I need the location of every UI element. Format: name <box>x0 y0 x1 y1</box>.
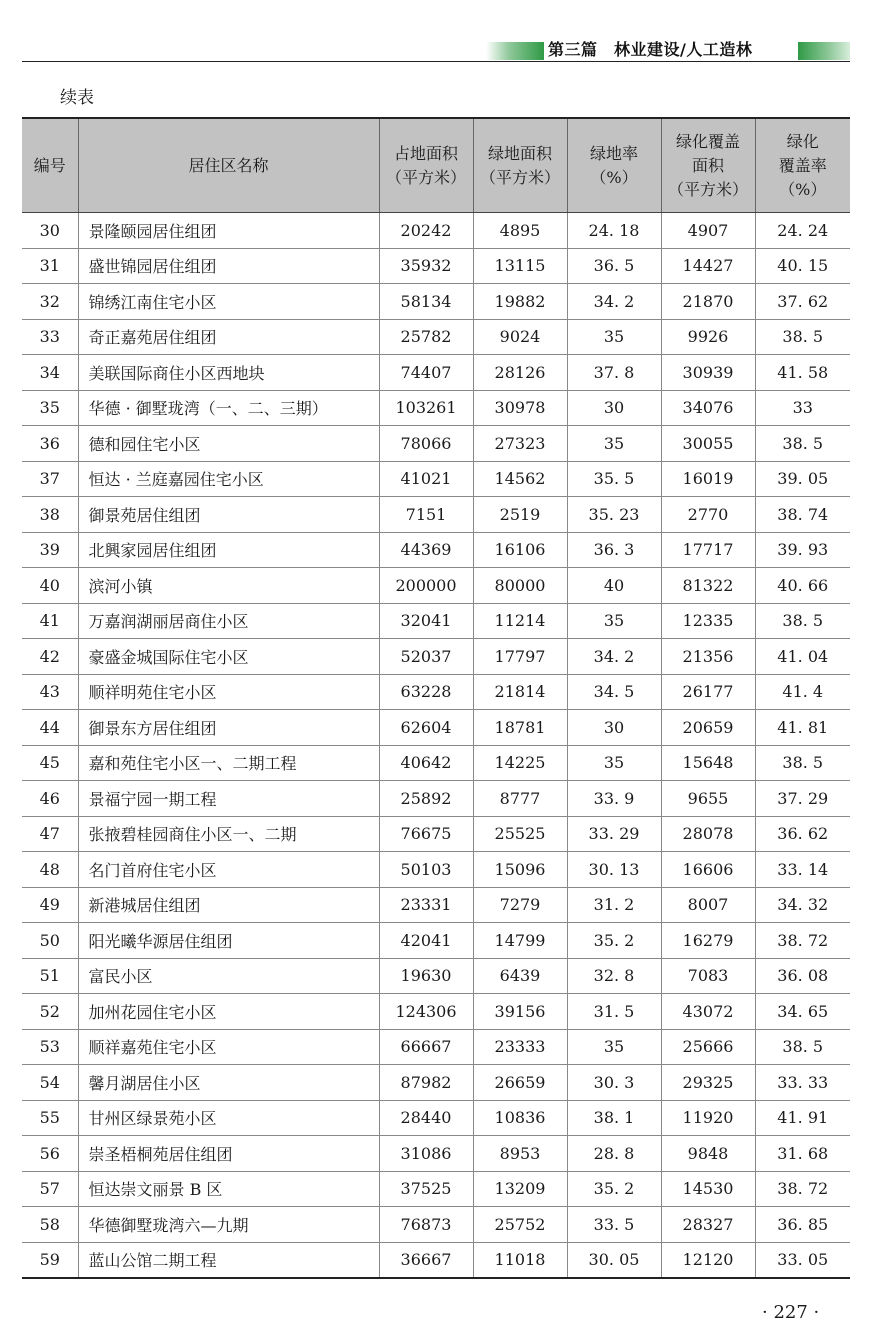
cell-id: 36 <box>22 426 78 462</box>
cell-name: 万嘉润湖丽居商住小区 <box>78 603 379 639</box>
cell-cover-rate: 34. 32 <box>755 887 850 923</box>
cell-cover-rate: 33 <box>755 390 850 426</box>
table-row <box>22 603 850 639</box>
cell-name: 馨月湖居住小区 <box>78 1065 379 1101</box>
cell-id: 57 <box>22 1171 78 1207</box>
cell-land-area: 78066 <box>379 426 473 462</box>
cell-green-rate: 30. 13 <box>567 852 661 888</box>
col-header-cover-area: 绿化覆盖 面积 （平方米） <box>661 118 755 213</box>
col-header-id: 编号 <box>22 118 78 213</box>
cell-green-area: 80000 <box>473 568 567 604</box>
cell-green-rate: 36. 3 <box>567 532 661 568</box>
cell-cover-rate: 41. 04 <box>755 639 850 675</box>
cell-id: 32 <box>22 284 78 320</box>
table-row <box>22 213 850 249</box>
cell-id: 48 <box>22 852 78 888</box>
cell-green-rate: 35. 2 <box>567 1171 661 1207</box>
cell-cover-rate: 38. 72 <box>755 1171 850 1207</box>
cell-cover-rate: 36. 62 <box>755 816 850 852</box>
cell-green-rate: 33. 29 <box>567 816 661 852</box>
cell-land-area: 31086 <box>379 1136 473 1172</box>
cell-cover-area: 30055 <box>661 426 755 462</box>
cell-name: 加州花园住宅小区 <box>78 994 379 1030</box>
cell-cover-rate: 38. 5 <box>755 426 850 462</box>
cell-cover-area: 8007 <box>661 887 755 923</box>
cell-id: 42 <box>22 639 78 675</box>
cell-green-rate: 34. 2 <box>567 639 661 675</box>
cell-land-area: 58134 <box>379 284 473 320</box>
cell-id: 41 <box>22 603 78 639</box>
cell-name: 恒达 · 兰庭嘉园住宅小区 <box>78 461 379 497</box>
cell-green-area: 7279 <box>473 887 567 923</box>
cell-id: 39 <box>22 532 78 568</box>
cell-id: 54 <box>22 1065 78 1101</box>
cell-id: 46 <box>22 781 78 817</box>
cell-id: 59 <box>22 1242 78 1278</box>
col-header-cover-rate: 绿化 覆盖率 （%） <box>755 118 850 213</box>
cell-green-rate: 33. 5 <box>567 1207 661 1243</box>
cell-land-area: 35932 <box>379 248 473 284</box>
table-row <box>22 1207 850 1243</box>
cell-green-area: 8953 <box>473 1136 567 1172</box>
table-row <box>22 319 850 355</box>
cell-id: 35 <box>22 390 78 426</box>
table-row <box>22 355 850 391</box>
cell-cover-area: 20659 <box>661 710 755 746</box>
cell-green-area: 30978 <box>473 390 567 426</box>
cell-cover-area: 25666 <box>661 1029 755 1065</box>
table-row <box>22 1100 850 1136</box>
table-row <box>22 816 850 852</box>
cell-id: 58 <box>22 1207 78 1243</box>
cell-green-rate: 28. 8 <box>567 1136 661 1172</box>
cell-land-area: 7151 <box>379 497 473 533</box>
cell-green-area: 26659 <box>473 1065 567 1101</box>
cell-green-area: 11018 <box>473 1242 567 1278</box>
cell-green-area: 27323 <box>473 426 567 462</box>
cell-green-area: 39156 <box>473 994 567 1030</box>
cell-green-area: 14799 <box>473 923 567 959</box>
cell-name: 富民小区 <box>78 958 379 994</box>
cell-name: 御景东方居住组团 <box>78 710 379 746</box>
cell-land-area: 25892 <box>379 781 473 817</box>
cell-green-area: 15096 <box>473 852 567 888</box>
cell-name: 御景苑居住组团 <box>78 497 379 533</box>
cell-land-area: 76675 <box>379 816 473 852</box>
cell-land-area: 76873 <box>379 1207 473 1243</box>
table-row <box>22 994 850 1030</box>
cell-cover-rate: 38. 5 <box>755 603 850 639</box>
cell-cover-area: 9848 <box>661 1136 755 1172</box>
cell-green-area: 18781 <box>473 710 567 746</box>
cell-green-area: 16106 <box>473 532 567 568</box>
cell-cover-area: 9655 <box>661 781 755 817</box>
table-row <box>22 923 850 959</box>
cell-green-area: 17797 <box>473 639 567 675</box>
cell-green-rate: 31. 5 <box>567 994 661 1030</box>
cell-cover-area: 81322 <box>661 568 755 604</box>
header-title: 第三篇 林业建设/人工造林 <box>548 40 753 59</box>
cell-name: 嘉和苑住宅小区一、二期工程 <box>78 745 379 781</box>
cell-green-area: 2519 <box>473 497 567 533</box>
cell-green-area: 11214 <box>473 603 567 639</box>
cell-cover-area: 4907 <box>661 213 755 249</box>
cell-land-area: 62604 <box>379 710 473 746</box>
header-green-bar-left <box>486 42 544 60</box>
cell-land-area: 25782 <box>379 319 473 355</box>
table-row <box>22 887 850 923</box>
cell-green-rate: 35 <box>567 1029 661 1065</box>
cell-land-area: 42041 <box>379 923 473 959</box>
cell-name: 盛世锦园居住组团 <box>78 248 379 284</box>
table-row <box>22 781 850 817</box>
table-row <box>22 497 850 533</box>
table-row <box>22 1242 850 1278</box>
cell-cover-rate: 38. 5 <box>755 745 850 781</box>
cell-name: 张掖碧桂园商住小区一、二期 <box>78 816 379 852</box>
cell-land-area: 103261 <box>379 390 473 426</box>
cell-land-area: 74407 <box>379 355 473 391</box>
cell-green-rate: 34. 2 <box>567 284 661 320</box>
cell-cover-rate: 38. 72 <box>755 923 850 959</box>
cell-cover-rate: 24. 24 <box>755 213 850 249</box>
cell-cover-area: 2770 <box>661 497 755 533</box>
cell-name: 美联国际商住小区西地块 <box>78 355 379 391</box>
cell-id: 44 <box>22 710 78 746</box>
cell-green-rate: 34. 5 <box>567 674 661 710</box>
cell-name: 恒达崇文丽景 B 区 <box>78 1171 379 1207</box>
cell-land-area: 124306 <box>379 994 473 1030</box>
table-row <box>22 461 850 497</box>
cell-cover-area: 15648 <box>661 745 755 781</box>
cell-land-area: 44369 <box>379 532 473 568</box>
cell-green-area: 13115 <box>473 248 567 284</box>
table-row <box>22 568 850 604</box>
cell-green-area: 21814 <box>473 674 567 710</box>
cell-green-rate: 30. 3 <box>567 1065 661 1101</box>
col-header-green-area: 绿地面积 （平方米） <box>473 118 567 213</box>
cell-land-area: 66667 <box>379 1029 473 1065</box>
table-row <box>22 248 850 284</box>
cell-green-area: 23333 <box>473 1029 567 1065</box>
cell-name: 顺祥嘉苑住宅小区 <box>78 1029 379 1065</box>
cell-cover-area: 26177 <box>661 674 755 710</box>
cell-green-area: 13209 <box>473 1171 567 1207</box>
cell-green-rate: 35 <box>567 603 661 639</box>
cell-land-area: 23331 <box>379 887 473 923</box>
page-number: · 227 · <box>762 1302 820 1323</box>
cell-cover-area: 21356 <box>661 639 755 675</box>
cell-green-area: 4895 <box>473 213 567 249</box>
cell-cover-area: 16606 <box>661 852 755 888</box>
cell-cover-area: 14530 <box>661 1171 755 1207</box>
cell-name: 阳光曦华源居住组团 <box>78 923 379 959</box>
cell-cover-area: 21870 <box>661 284 755 320</box>
residential-green-table <box>22 117 850 1279</box>
cell-land-area: 19630 <box>379 958 473 994</box>
header-rule <box>22 61 850 62</box>
cell-id: 53 <box>22 1029 78 1065</box>
cell-id: 56 <box>22 1136 78 1172</box>
cell-cover-rate: 33. 14 <box>755 852 850 888</box>
cell-name: 顺祥明苑住宅小区 <box>78 674 379 710</box>
cell-green-rate: 35. 2 <box>567 923 661 959</box>
cell-cover-area: 12120 <box>661 1242 755 1278</box>
cell-name: 华德御墅珑湾六—九期 <box>78 1207 379 1243</box>
cell-land-area: 40642 <box>379 745 473 781</box>
cell-id: 50 <box>22 923 78 959</box>
cell-green-area: 25525 <box>473 816 567 852</box>
cell-cover-rate: 31. 68 <box>755 1136 850 1172</box>
cell-green-area: 10836 <box>473 1100 567 1136</box>
cell-green-rate: 30 <box>567 390 661 426</box>
table-row <box>22 639 850 675</box>
cell-cover-rate: 40. 66 <box>755 568 850 604</box>
cell-id: 47 <box>22 816 78 852</box>
cell-cover-rate: 34. 65 <box>755 994 850 1030</box>
running-header <box>0 0 871 64</box>
cell-green-rate: 30 <box>567 710 661 746</box>
cell-green-rate: 35 <box>567 426 661 462</box>
table-row <box>22 958 850 994</box>
table-row <box>22 1136 850 1172</box>
cell-land-area: 87982 <box>379 1065 473 1101</box>
table-row <box>22 1171 850 1207</box>
cell-cover-area: 14427 <box>661 248 755 284</box>
cell-green-area: 8777 <box>473 781 567 817</box>
cell-land-area: 63228 <box>379 674 473 710</box>
cell-green-rate: 35. 5 <box>567 461 661 497</box>
table-row <box>22 745 850 781</box>
cell-cover-rate: 39. 93 <box>755 532 850 568</box>
cell-cover-rate: 38. 74 <box>755 497 850 533</box>
cell-cover-area: 30939 <box>661 355 755 391</box>
cell-green-rate: 36. 5 <box>567 248 661 284</box>
continuation-label: 续表 <box>60 88 94 108</box>
cell-cover-rate: 37. 62 <box>755 284 850 320</box>
table-row <box>22 532 850 568</box>
header-green-bar-right <box>798 42 850 60</box>
table-row <box>22 1029 850 1065</box>
cell-id: 40 <box>22 568 78 604</box>
cell-cover-rate: 33. 05 <box>755 1242 850 1278</box>
cell-green-area: 14562 <box>473 461 567 497</box>
cell-id: 37 <box>22 461 78 497</box>
cell-name: 奇正嘉苑居住组团 <box>78 319 379 355</box>
table-row <box>22 426 850 462</box>
cell-name: 蓝山公馆二期工程 <box>78 1242 379 1278</box>
table-row <box>22 674 850 710</box>
cell-cover-rate: 41. 58 <box>755 355 850 391</box>
cell-land-area: 52037 <box>379 639 473 675</box>
col-header-green-rate: 绿地率 （%） <box>567 118 661 213</box>
cell-name: 景隆颐园居住组团 <box>78 213 379 249</box>
cell-green-rate: 32. 8 <box>567 958 661 994</box>
cell-id: 43 <box>22 674 78 710</box>
cell-cover-rate: 33. 33 <box>755 1065 850 1101</box>
cell-cover-rate: 36. 08 <box>755 958 850 994</box>
cell-cover-area: 7083 <box>661 958 755 994</box>
cell-cover-area: 9926 <box>661 319 755 355</box>
cell-id: 34 <box>22 355 78 391</box>
cell-cover-area: 12335 <box>661 603 755 639</box>
cell-id: 30 <box>22 213 78 249</box>
cell-land-area: 36667 <box>379 1242 473 1278</box>
cell-green-rate: 35 <box>567 319 661 355</box>
cell-green-rate: 38. 1 <box>567 1100 661 1136</box>
cell-green-area: 9024 <box>473 319 567 355</box>
table-row <box>22 1065 850 1101</box>
cell-cover-rate: 36. 85 <box>755 1207 850 1243</box>
cell-cover-area: 16279 <box>661 923 755 959</box>
cell-cover-area: 34076 <box>661 390 755 426</box>
cell-green-rate: 30. 05 <box>567 1242 661 1278</box>
col-header-name: 居住区名称 <box>78 118 379 213</box>
cell-id: 45 <box>22 745 78 781</box>
cell-id: 52 <box>22 994 78 1030</box>
cell-cover-rate: 38. 5 <box>755 319 850 355</box>
cell-green-area: 28126 <box>473 355 567 391</box>
col-header-land-area: 占地面积 （平方米） <box>379 118 473 213</box>
cell-name: 崇圣梧桐苑居住组团 <box>78 1136 379 1172</box>
cell-name: 名门首府住宅小区 <box>78 852 379 888</box>
cell-cover-area: 11920 <box>661 1100 755 1136</box>
cell-green-area: 19882 <box>473 284 567 320</box>
table-header-row <box>22 118 850 213</box>
cell-cover-area: 28327 <box>661 1207 755 1243</box>
cell-id: 49 <box>22 887 78 923</box>
cell-green-rate: 35 <box>567 745 661 781</box>
cell-name: 德和园住宅小区 <box>78 426 379 462</box>
table-row <box>22 390 850 426</box>
cell-id: 31 <box>22 248 78 284</box>
cell-name: 北興家园居住组团 <box>78 532 379 568</box>
cell-green-area: 25752 <box>473 1207 567 1243</box>
cell-cover-area: 17717 <box>661 532 755 568</box>
cell-cover-area: 29325 <box>661 1065 755 1101</box>
table-row <box>22 852 850 888</box>
cell-name: 甘州区绿景苑小区 <box>78 1100 379 1136</box>
cell-cover-rate: 41. 4 <box>755 674 850 710</box>
cell-name: 景福宁园一期工程 <box>78 781 379 817</box>
cell-cover-rate: 41. 91 <box>755 1100 850 1136</box>
table-row <box>22 710 850 746</box>
cell-green-rate: 24. 18 <box>567 213 661 249</box>
cell-land-area: 32041 <box>379 603 473 639</box>
table-body <box>22 213 850 1279</box>
cell-green-rate: 33. 9 <box>567 781 661 817</box>
cell-cover-rate: 41. 81 <box>755 710 850 746</box>
cell-green-rate: 40 <box>567 568 661 604</box>
table-row <box>22 284 850 320</box>
cell-id: 51 <box>22 958 78 994</box>
cell-id: 55 <box>22 1100 78 1136</box>
cell-green-rate: 31. 2 <box>567 887 661 923</box>
cell-land-area: 28440 <box>379 1100 473 1136</box>
cell-cover-area: 28078 <box>661 816 755 852</box>
cell-name: 锦绣江南住宅小区 <box>78 284 379 320</box>
cell-land-area: 20242 <box>379 213 473 249</box>
cell-name: 豪盛金城国际住宅小区 <box>78 639 379 675</box>
cell-land-area: 50103 <box>379 852 473 888</box>
cell-land-area: 37525 <box>379 1171 473 1207</box>
cell-land-area: 200000 <box>379 568 473 604</box>
cell-green-rate: 37. 8 <box>567 355 661 391</box>
cell-id: 38 <box>22 497 78 533</box>
cell-name: 滨河小镇 <box>78 568 379 604</box>
cell-cover-rate: 40. 15 <box>755 248 850 284</box>
cell-cover-rate: 38. 5 <box>755 1029 850 1065</box>
cell-cover-area: 43072 <box>661 994 755 1030</box>
cell-land-area: 41021 <box>379 461 473 497</box>
cell-cover-rate: 39. 05 <box>755 461 850 497</box>
cell-green-rate: 35. 23 <box>567 497 661 533</box>
cell-cover-rate: 37. 29 <box>755 781 850 817</box>
cell-id: 33 <box>22 319 78 355</box>
cell-green-area: 14225 <box>473 745 567 781</box>
cell-name: 华德 · 御墅珑湾（一、二、三期） <box>78 390 379 426</box>
cell-green-area: 6439 <box>473 958 567 994</box>
cell-name: 新港城居住组团 <box>78 887 379 923</box>
cell-cover-area: 16019 <box>661 461 755 497</box>
